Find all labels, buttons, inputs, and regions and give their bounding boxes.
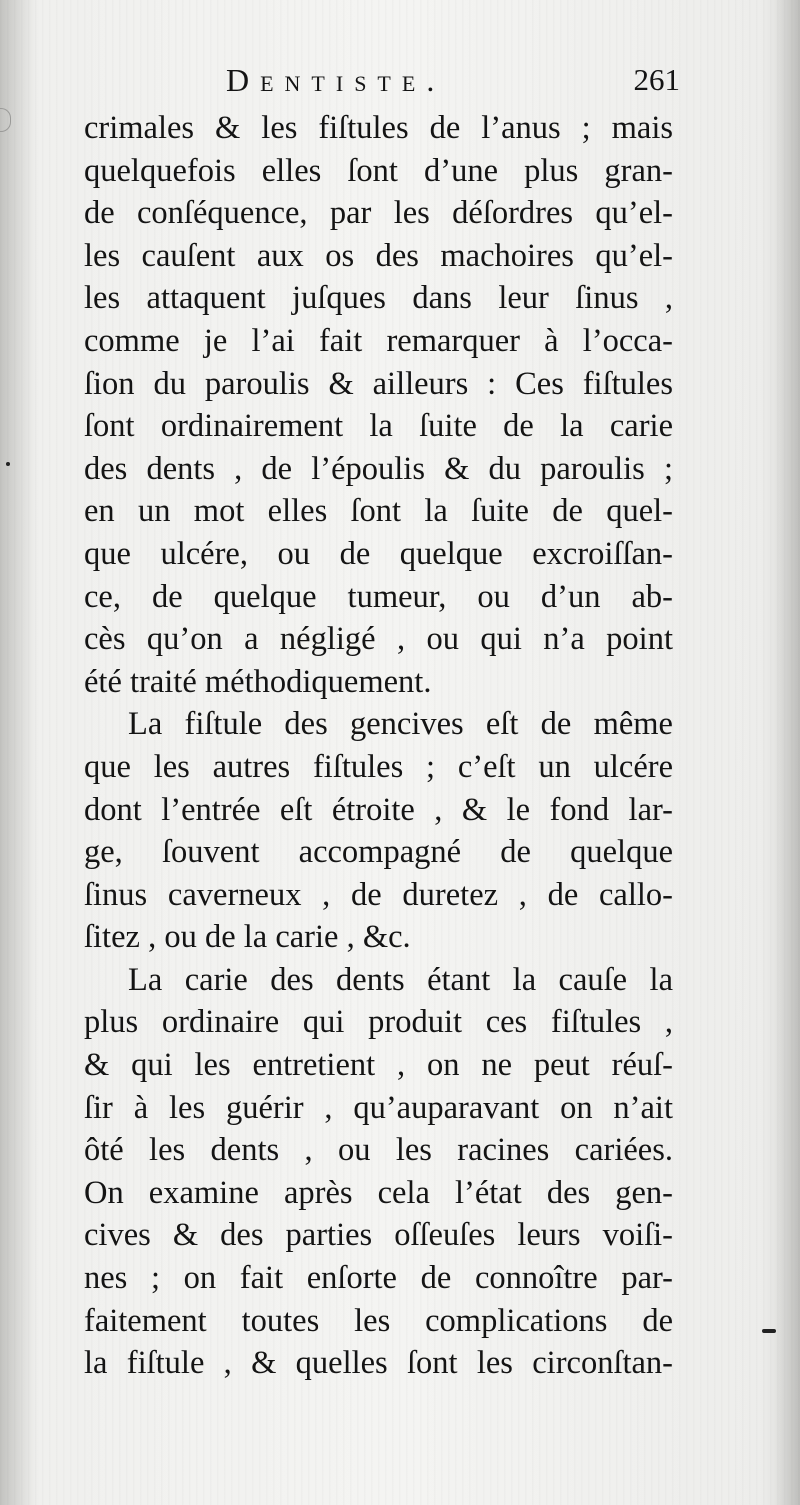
page-edge-shadow bbox=[774, 0, 800, 1505]
text-line: que ulcére, ou de quelque excroiſſan- bbox=[84, 535, 673, 572]
text-line: nes ; on fait enſorte de connoître par- bbox=[84, 1260, 673, 1297]
text-line: quelquefois elles ſont d’une plus gran- bbox=[84, 152, 673, 189]
running-title: Dentiste. bbox=[226, 62, 446, 98]
text-line: cès qu’on a négligé , ou qui n’a point bbox=[84, 621, 673, 658]
text-line: les attaquent juſques dans leur ſinus , bbox=[84, 280, 673, 317]
text-line: ce, de quelque tumeur, ou d’un ab- bbox=[84, 578, 673, 615]
text-line: comme je l’ai fait remarquer à l’occa- bbox=[84, 322, 673, 359]
text-line: été traité méthodiquement. bbox=[84, 663, 432, 700]
text-line: crimales & les fiſtules de l’anus ; mais bbox=[84, 110, 673, 146]
text-line: ge, ſouvent accompagné de quelque bbox=[84, 834, 673, 871]
page-number: 261 bbox=[633, 62, 680, 97]
text-line: cives & des parties oſſeuſes leurs voiſi- bbox=[84, 1217, 673, 1254]
text-line: ſitez , ou de la carie , &c. bbox=[84, 919, 411, 956]
text-line: ſir à les guérir , qu’auparavant on n’ait bbox=[84, 1089, 673, 1126]
text-line: ſont ordinairement la ſuite de la carie bbox=[84, 408, 673, 445]
text-line: faitement toutes les complications de bbox=[84, 1302, 673, 1339]
text-line: plus ordinaire qui produit ces fiſtules , bbox=[84, 1004, 673, 1041]
margin-dot bbox=[6, 462, 10, 466]
gutter-shadow bbox=[0, 0, 34, 1505]
text-line: La fiſtule des gencives eſt de même bbox=[128, 706, 673, 743]
text-line: de conſéquence, par les déſordres qu’el- bbox=[84, 195, 673, 232]
margin-dash bbox=[762, 1329, 776, 1333]
text-line: & qui les entretient , on ne peut réuſ- bbox=[84, 1047, 673, 1084]
text-line: en un mot elles ſont la ſuite de quel- bbox=[84, 493, 673, 530]
text-line: les cauſent aux os des machoires qu’el- bbox=[84, 237, 673, 274]
running-header bbox=[226, 56, 680, 104]
text-line: ôté les dents , ou les racines cariées. bbox=[84, 1132, 673, 1169]
text-line: ſion du paroulis & ailleurs : Ces fiſtules bbox=[84, 365, 673, 402]
text-line: ſinus caverneux , de duretez , de callo- bbox=[84, 876, 673, 913]
text-line: La carie des dents étant la cauſe la bbox=[128, 961, 673, 998]
body-text bbox=[84, 107, 673, 1385]
text-line: des dents , de l’épοulis & du paroulis ; bbox=[84, 450, 673, 487]
text-line: que les autres fiſtules ; c’eſt un ulcére bbox=[84, 748, 673, 785]
text-line: On examine après cela l’état des gen- bbox=[84, 1174, 673, 1211]
text-line: dont l’entrée eſt étroite , & le fond lar- bbox=[84, 791, 673, 828]
text-line: la fiſtule , & quelles ſont les circonſtan- bbox=[84, 1345, 673, 1382]
